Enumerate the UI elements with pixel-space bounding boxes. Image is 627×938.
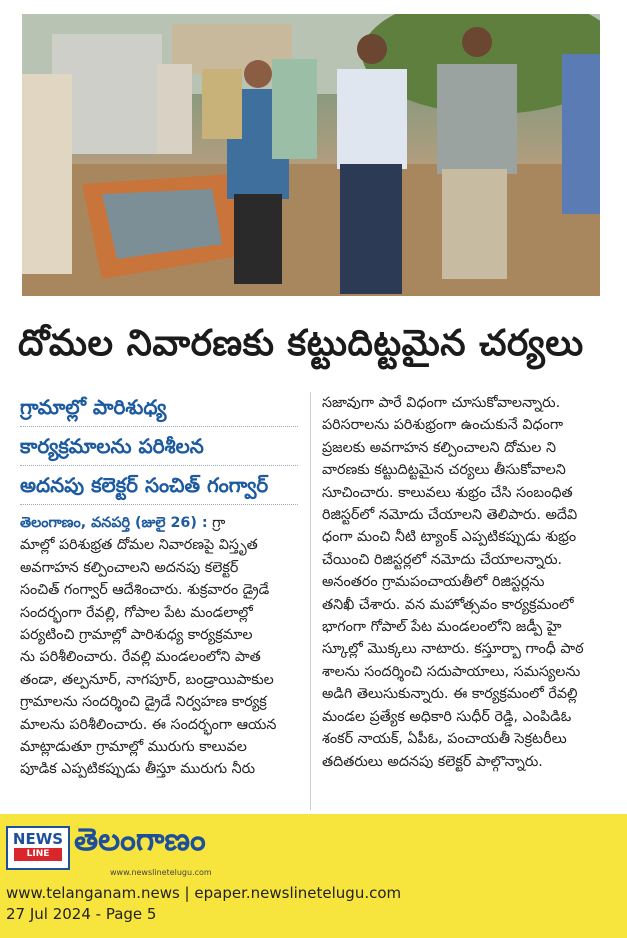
body-line: స్కూల్లో మొక్కలు నాటారు. కస్తూర్బా గాంధీ పాఠ [322,641,584,658]
body-line: పూడిక ఎప్పటికప్పుడు తీస్తూ మురుగు నీరు [20,761,256,778]
body-line: అవగాహన కల్పించాలని అదనపు కలెక్టర్ [20,559,239,576]
body-line: సంచిత్ గంగ్వార్ ఆదేశించారు. శుక్రవారం డ్రైడే [20,582,270,599]
body-line: అనంతరం గ్రామపంచాయతీలో రిజిస్టర్లను [322,574,545,591]
article-headline: దోమల నివారణకు కట్టుదిట్టమైన చర్యలు [18,323,584,364]
body-line: సూచించారు. కాలువలు శుభ్రం చేసి సంబంధిత [322,484,573,501]
article-column-2 [322,392,608,773]
body-line: పర్యటించి గ్రామాల్లో పారిశుధ్య కార్యక్రమాల [20,627,253,644]
body-line: తండా, తల్పనూర్, నాగపూర్, బండ్రాయిపాకుల [20,671,274,688]
subheading-line: అదనపు కలెక్టర్ సంచిత్ గంగ్వార్ [20,466,298,505]
column-divider [310,392,311,810]
body-line: ను పరిశీలించారు. రేవల్లి మండలంలోని పాత [20,649,261,666]
body-line: ప్రజలకు అవగాహన కల్పించాలని దోమల ని [322,439,557,456]
subheading-line: గ్రామాల్లో పారిశుధ్య [20,388,298,427]
newsline-logo[interactable] [6,826,70,870]
dateline: తెలంగాణం, వనపర్తి (జులై 26) : [20,515,208,531]
body-line: మాలను పరిశీలించారు. ఈ సందర్భంగా ఆయన [20,716,277,733]
body-line: తదితరులు అదనపు కలెక్టర్ పాల్గొన్నారు. [322,753,543,770]
body-line: మాట్లాడుతూ గ్రామాల్లో మురుగు కాలువల [20,739,247,756]
body-line: పరిసరాలను పరిశుభ్రంగా ఉంచుకునే విధంగా [322,417,564,434]
body-line: గ్రామాలను సందర్శించి డ్రైడే నిర్వహణ కార్యక్ర [20,694,267,711]
body-line: రిజిస్టర్‌లో నమోదు చేయాలని తెలిపారు. అదేవి [322,507,578,524]
body-line: తనిఖీ చేశారు. వన మహోత్సవం కార్యక్రమంలో [322,596,574,613]
logo-news-text: NEWS [12,830,64,848]
body-line: ధంగా మంచి నీటి ట్యాంక్ ఎప్పటికప్పుడు శుభ్రం [322,529,577,546]
body-line: తెలంగాణం, వనపర్తి (జులై 26) : గ్రా [20,515,226,531]
body-line: సజావుగా పారే విధంగా చూసుకోవాలన్నారు. [322,395,561,411]
body-line: అడిగి తెలుసుకున్నారు. ఈ కార్యక్రమంలో రేవల్లి [322,686,578,703]
article-column-1 [20,512,302,781]
article-photo [22,14,600,296]
telanganam-logo[interactable]: తెలంగాణం [74,822,206,858]
source-links[interactable]: www.telanganam.news | epaper.newslinetelugu.com [6,884,402,902]
edition-date: 27 Jul 2024 - Page 5 [6,905,157,923]
subheading-line: కార్యక్రమాలను పరిశీలన [20,427,298,466]
body-line: భాగంగా గోపాల్ పేట మండలంలోని జడ్పీ హై [322,619,562,636]
body-line: వారణకు కట్టుదిట్టమైన చర్యలు తీసుకోవాలని [322,462,566,479]
article-subheadings [20,388,298,505]
body-line: చేయించి రిజిస్టర్లలో నమోదు చేయాలన్నారు. [322,551,563,568]
body-line: శంకర్ నాయక్, ఏపీఓ, పంచాయతీ సెక్రటరీలు [322,731,567,748]
logo-url: www.newslinetelugu.com [110,868,212,877]
body-line: సందర్భంగా రేవల్లి, గోపాల పేట మండలాల్లో [20,604,253,621]
body-line: మాల్లో పరిశుభ్రత దోమల నివారణపై విస్తృత [20,537,258,554]
body-line: శాలను సందర్శించి సదుపాయాలు, సమస్యలను [322,663,581,680]
logo-line-text: LINE [14,848,62,861]
body-line: మండల ప్రత్యేక అధికారి సుధీర్ రెడ్డి, ఎంపిడిఓ [322,708,572,725]
